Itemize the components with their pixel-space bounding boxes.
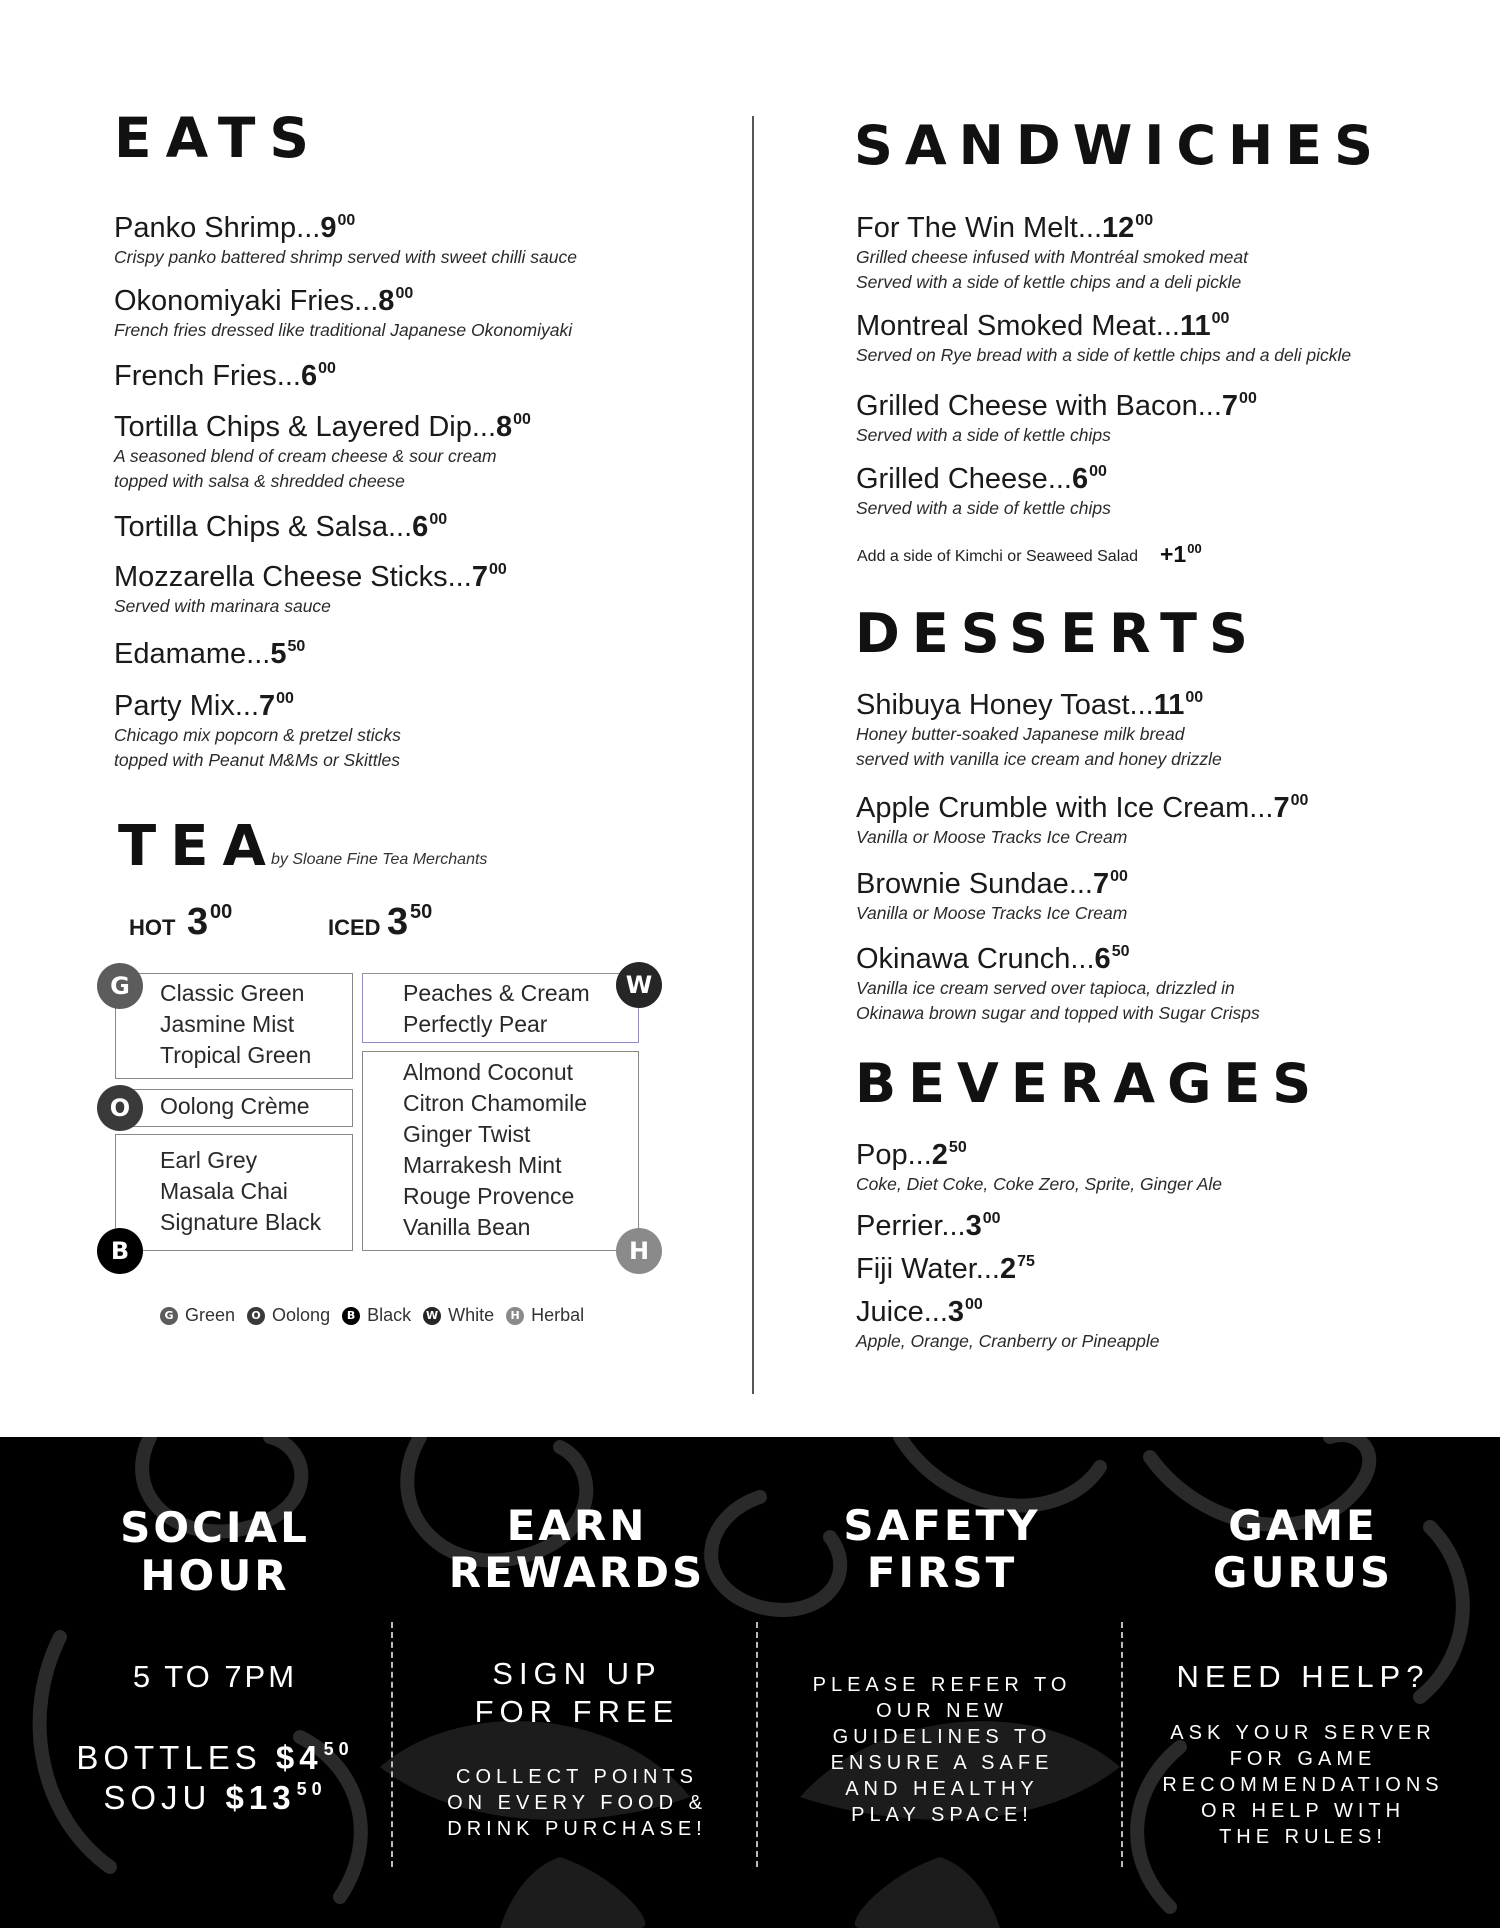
menu-item-title-line [856, 455, 1111, 496]
sandwiches-heading: SANDWICHES [854, 114, 1385, 177]
tea-flavor: Marrakesh Mint [403, 1152, 562, 1178]
safety-detail-line: AND HEALTHY [845, 1778, 1039, 1800]
menu-item-name: Panko Shrimp... [114, 212, 321, 244]
green-tea-badge-icon: G [97, 963, 143, 1009]
desserts-heading: DESSERTS [855, 602, 1260, 665]
gurus-detail-line: FOR GAME [1229, 1748, 1377, 1770]
oolong-tea-badge-icon: O [97, 1085, 143, 1131]
eats-menu-item [114, 403, 531, 494]
tea-herbal-box [362, 1051, 639, 1251]
menu-item-description: Apple, Orange, Cranberry or Pineapple [856, 1331, 1160, 1351]
menu-item-name: Okonomiyaki Fries... [114, 285, 379, 317]
footer-separator-1 [391, 1622, 393, 1867]
sandwiches-menu-item [856, 302, 1351, 368]
game-gurus-title-line2: GURUS [1212, 1548, 1394, 1597]
legend-label: White [448, 1305, 495, 1325]
menu-item-price-cents: 00 [429, 511, 448, 528]
menu-item-description: French fries dressed like traditional Japanese Okonomiyaki [114, 320, 573, 340]
menu-item-title-line [114, 352, 336, 393]
safety-detail-line: PLAY SPACE! [851, 1804, 1033, 1826]
menu-item-price-cents: 00 [276, 690, 294, 707]
social-hour-time: 5 TO 7PM [132, 1659, 298, 1694]
tea-flavor: Tropical Green [160, 1042, 312, 1068]
menu-item-description: Served with a side of kettle chips [856, 425, 1111, 445]
menu-item-price-cents: 00 [318, 360, 336, 377]
menu-item-description: A seasoned blend of cream cheese & sour cream [114, 446, 497, 466]
beverages-menu-item [856, 1288, 1160, 1354]
menu-item-name: Edamame... [114, 638, 271, 670]
social-hour-title-line1: SOCIAL [120, 1503, 310, 1552]
menu-item-price: 3 [947, 1296, 965, 1328]
menu-item-price: 7 [471, 561, 488, 593]
rewards-detail-line: ON EVERY FOOD & [447, 1792, 707, 1814]
beverages-menu-item [856, 1245, 1035, 1286]
menu-item-price: 7 [259, 690, 276, 722]
menu-item-price-cents: 00 [1135, 212, 1154, 229]
safety-first-title-line1: SAFETY [843, 1501, 1041, 1550]
menu-item-name: Fiji Water... [856, 1253, 1000, 1285]
tea-flavor: Citron Chamomile [403, 1090, 588, 1116]
menu-item-name: Party Mix... [114, 690, 260, 722]
sandwiches-menu-item [856, 204, 1248, 295]
menu-item-price: 5 [270, 638, 287, 670]
menu-item-price: 7 [1221, 390, 1239, 422]
safety-details [762, 1672, 1122, 1828]
menu-item-name: Pop... [856, 1139, 932, 1171]
menu-item-description: Vanilla or Moose Tracks Ice Cream [856, 903, 1128, 923]
menu-item-price-cents: 50 [287, 638, 306, 655]
menu-item-name: Apple Crumble with Ice Cream... [856, 792, 1274, 824]
menu-item-price-cents: 75 [1017, 1253, 1035, 1270]
menu-item-price-cents: 00 [1290, 792, 1309, 809]
white-tea-badge-icon: W [616, 962, 662, 1008]
menu-item-price-cents: 00 [337, 212, 356, 229]
menu-item-title-line [114, 553, 507, 594]
menu-item-title-line [856, 1288, 1160, 1329]
promo-footer [0, 1437, 1500, 1928]
desserts-menu-item [856, 935, 1260, 1026]
eats-menu-item [114, 682, 401, 773]
tea-legend [160, 1305, 596, 1326]
menu-item-price-cents: 00 [1185, 689, 1204, 706]
menu-item-title-line [856, 935, 1260, 976]
tea-heading: TEA [118, 814, 280, 879]
menu-item-price-cents: 00 [395, 285, 414, 302]
menu-item-price: 3 [965, 1210, 982, 1242]
menu-item-price: 6 [1072, 463, 1089, 495]
sign-up-line2: FOR FREE [474, 1694, 680, 1729]
black-tea-badge-icon: B [97, 1228, 143, 1274]
menu-item-name: Shibuya Honey Toast... [856, 689, 1154, 721]
beverages-menu-item [856, 1202, 1001, 1243]
menu-item-name: For The Win Melt... [856, 212, 1103, 244]
eats-heading: EATS [114, 106, 323, 170]
soju-price: $13 [225, 1779, 296, 1816]
menu-item-title-line [856, 681, 1222, 722]
gurus-detail-line: RECOMMENDATIONS [1162, 1774, 1444, 1796]
tea-oolong-list [116, 1090, 352, 1122]
beverages-heading: BEVERAGES [855, 1052, 1324, 1115]
safety-detail-line: OUR NEW [876, 1700, 1008, 1722]
sandwiches-menu-item [856, 455, 1111, 521]
menu-item-price: 7 [1092, 868, 1110, 900]
menu-item-title-line [856, 784, 1308, 825]
menu-item-price-cents: 00 [982, 1210, 1001, 1227]
tea-iced-price: 3 [387, 901, 409, 943]
tea-flavor: Peaches & Cream [403, 980, 590, 1006]
tea-flavor: Masala Chai [160, 1178, 288, 1204]
menu-item-description: served with vanilla ice cream and honey drizzle [856, 749, 1222, 769]
earn-rewards-title-line2: REWARDS [448, 1548, 706, 1597]
legend-entry-black [342, 1305, 411, 1326]
menu-item-price: 6 [412, 511, 429, 543]
tea-flavor: Ginger Twist [403, 1121, 531, 1147]
legend-label: Black [367, 1305, 412, 1325]
side-addon-price-cents: 00 [1187, 541, 1202, 556]
menu-item-price-cents: 00 [1239, 390, 1257, 407]
gurus-details [1123, 1720, 1483, 1850]
tea-iced-label: ICED [328, 915, 381, 940]
tea-flavor: Earl Grey [160, 1147, 258, 1173]
menu-item-price-cents: 00 [488, 561, 507, 578]
menu-item-name: Tortilla Chips & Layered Dip... [114, 411, 496, 443]
bottles-cents: 50 [323, 1739, 354, 1759]
eats-menu-item [114, 630, 305, 671]
menu-item-price: 2 [999, 1253, 1017, 1285]
tea-white-list [363, 974, 638, 1040]
legend-entry-green [160, 1305, 235, 1326]
safety-detail-line: ENSURE A SAFE [830, 1752, 1054, 1774]
column-divider [752, 116, 754, 1394]
tea-green-box [115, 973, 353, 1079]
eats-menu-item [114, 352, 336, 393]
desserts-menu-item [856, 860, 1128, 926]
tea-white-box [362, 973, 639, 1043]
menu-item-title-line [856, 1245, 1035, 1286]
tea-vendor-note: by Sloane Fine Tea Merchants [271, 851, 488, 868]
menu-item-title-line [114, 403, 531, 444]
menu-item-price: 7 [1273, 792, 1290, 824]
menu-item-title-line [114, 630, 305, 671]
bottles-label: BOTTLES [76, 1739, 262, 1776]
menu-item-title-line [114, 204, 577, 245]
menu-item-price: 11 [1179, 310, 1211, 342]
menu-item-name: Okinawa Crunch... [856, 943, 1095, 975]
menu-item-title-line [856, 204, 1248, 245]
beverages-menu-item [856, 1131, 1222, 1197]
soju-price-line [35, 1769, 395, 1818]
gurus-detail-line: THE RULES! [1219, 1826, 1387, 1848]
bottles-price: $4 [275, 1739, 323, 1776]
eats-menu-item [114, 553, 507, 619]
legend-entry-oolong [247, 1305, 330, 1326]
tea-flavor: Classic Green [160, 980, 305, 1006]
soju-label: SOJU [103, 1779, 212, 1816]
menu-item-title-line [114, 277, 572, 318]
menu-item-price: 11 [1153, 689, 1185, 721]
menu-item-price-cents: 50 [948, 1139, 967, 1156]
eats-menu-item [114, 277, 572, 343]
side-addon-text: Add a side of Kimchi or Seaweed Salad [857, 548, 1139, 565]
tea-flavor: Rouge Provence [403, 1183, 575, 1209]
legend-entry-white [423, 1305, 494, 1326]
soju-cents: 50 [296, 1779, 327, 1799]
tea-black-box [115, 1134, 353, 1251]
menu-item-name: Montreal Smoked Meat... [856, 310, 1180, 342]
desserts-menu-item [856, 681, 1222, 772]
game-gurus-title-line1: GAME [1228, 1501, 1378, 1550]
rewards-detail-line: COLLECT POINTS [456, 1766, 698, 1788]
menu-item-price: 2 [931, 1139, 948, 1171]
tea-black-list [116, 1135, 352, 1238]
black-legend-icon: B [342, 1307, 360, 1325]
side-addon-price [1160, 541, 1202, 568]
menu-item-description: Chicago mix popcorn & pretzel sticks [114, 725, 401, 745]
eats-menu-item [114, 204, 577, 270]
gurus-detail-line: ASK YOUR SERVER [1170, 1722, 1436, 1744]
tea-flavor: Signature Black [160, 1209, 322, 1235]
menu-item-name: Juice... [856, 1296, 948, 1328]
menu-item-description: Coke, Diet Coke, Coke Zero, Sprite, Ginger Ale [856, 1174, 1223, 1194]
legend-label: Green [185, 1305, 236, 1325]
legend-label: Oolong [272, 1305, 331, 1325]
sandwiches-menu-item [856, 382, 1257, 448]
menu-item-title-line [856, 382, 1257, 423]
rewards-details [397, 1764, 757, 1842]
menu-item-description: Crispy panko battered shrimp served with sweet chilli sauce [114, 247, 577, 267]
tea-herbal-list [363, 1052, 638, 1243]
white-legend-icon: W [423, 1307, 441, 1325]
menu-item-title-line [856, 302, 1351, 343]
herbal-tea-badge-icon: H [616, 1228, 662, 1274]
menu-item-price: 8 [496, 411, 513, 443]
menu-item-price: 9 [320, 212, 337, 244]
menu-item-title-line [114, 503, 447, 544]
earn-rewards-title-line1: EARN [506, 1501, 648, 1550]
tea-hot-label: HOT [129, 915, 176, 940]
menu-item-name: Grilled Cheese with Bacon... [856, 390, 1222, 422]
tea-flavor: Oolong Crème [160, 1093, 310, 1119]
menu-item-description: Vanilla or Moose Tracks Ice Cream [856, 827, 1128, 847]
menu-item-description: topped with salsa & shredded cheese [114, 471, 405, 491]
side-addon-price-value: +1 [1160, 541, 1187, 567]
menu-item-price-cents: 00 [1110, 868, 1128, 885]
tea-flavor: Almond Coconut [403, 1059, 574, 1085]
menu-item-name: Grilled Cheese... [856, 463, 1072, 495]
tea-green-list [116, 974, 352, 1071]
menu-item-title-line [856, 860, 1128, 901]
safety-first-title-line2: FIRST [866, 1548, 1018, 1597]
oolong-legend-icon: O [247, 1307, 265, 1325]
menu-item-description: Grilled cheese infused with Montréal smoked meat [856, 247, 1248, 267]
green-legend-icon: G [160, 1307, 178, 1325]
footer-separator-2 [756, 1622, 758, 1867]
menu-item-title-line [856, 1202, 1001, 1243]
menu-item-price-cents: 50 [1111, 943, 1130, 960]
menu-item-name: Brownie Sundae... [856, 868, 1093, 900]
menu-item-name: Tortilla Chips & Salsa... [114, 511, 413, 543]
menu-item-price-cents: 00 [1089, 463, 1107, 480]
legend-entry-herbal [506, 1305, 584, 1326]
tea-flavor: Vanilla Bean [403, 1214, 531, 1240]
menu-item-description: Served with a side of kettle chips and a deli pickle [856, 272, 1242, 292]
menu-item-description: topped with Peanut M&Ms or Skittles [114, 750, 400, 770]
rewards-detail-line: DRINK PURCHASE! [447, 1818, 707, 1840]
menu-item-price-cents: 00 [965, 1296, 983, 1313]
menu-item-description: Served on Rye bread with a side of kettle chips and a deli pickle [856, 345, 1352, 365]
social-hour-title-line2: HOUR [140, 1551, 290, 1600]
menu-item-price: 8 [378, 285, 395, 317]
sign-up-line1: SIGN UP [492, 1656, 662, 1691]
eats-menu-item [114, 503, 447, 544]
menu-item-name: Perrier... [856, 1210, 966, 1242]
menu-item-description: Honey butter-soaked Japanese milk bread [856, 724, 1185, 744]
menu-item-title-line [114, 682, 401, 723]
legend-label: Herbal [531, 1305, 585, 1325]
menu-item-name: Mozzarella Cheese Sticks... [114, 561, 472, 593]
menu-item-price: 6 [300, 360, 318, 392]
menu-item-description: Served with marinara sauce [114, 596, 331, 616]
tea-hot-price: 3 [187, 901, 209, 943]
tea-hot-cents: 00 [210, 901, 233, 923]
tea-flavor: Jasmine Mist [160, 1011, 295, 1037]
menu-item-title-line [856, 1131, 1222, 1172]
safety-detail-line: PLEASE REFER TO [812, 1674, 1072, 1696]
tea-iced-cents: 50 [410, 901, 433, 923]
menu-item-price-cents: 00 [1211, 310, 1230, 327]
menu-item-description: Served with a side of kettle chips [856, 498, 1111, 518]
menu-item-price-cents: 00 [513, 411, 531, 428]
menu-item-name: French Fries... [114, 360, 301, 392]
safety-detail-line: GUIDELINES TO [832, 1726, 1052, 1748]
gurus-detail-line: OR HELP WITH [1200, 1800, 1406, 1822]
menu-item-description: Okinawa brown sugar and topped with Sugar Crisps [856, 1003, 1260, 1023]
menu-item-description: Vanilla ice cream served over tapioca, drizzled in [856, 978, 1235, 998]
herbal-legend-icon: H [506, 1307, 524, 1325]
tea-flavor: Perfectly Pear [403, 1011, 548, 1037]
menu-item-price: 6 [1094, 943, 1111, 975]
desserts-menu-item [856, 784, 1308, 850]
menu-item-price: 12 [1102, 212, 1135, 244]
need-help-text: NEED HELP? [1176, 1659, 1430, 1694]
tea-oolong-box [115, 1089, 353, 1127]
